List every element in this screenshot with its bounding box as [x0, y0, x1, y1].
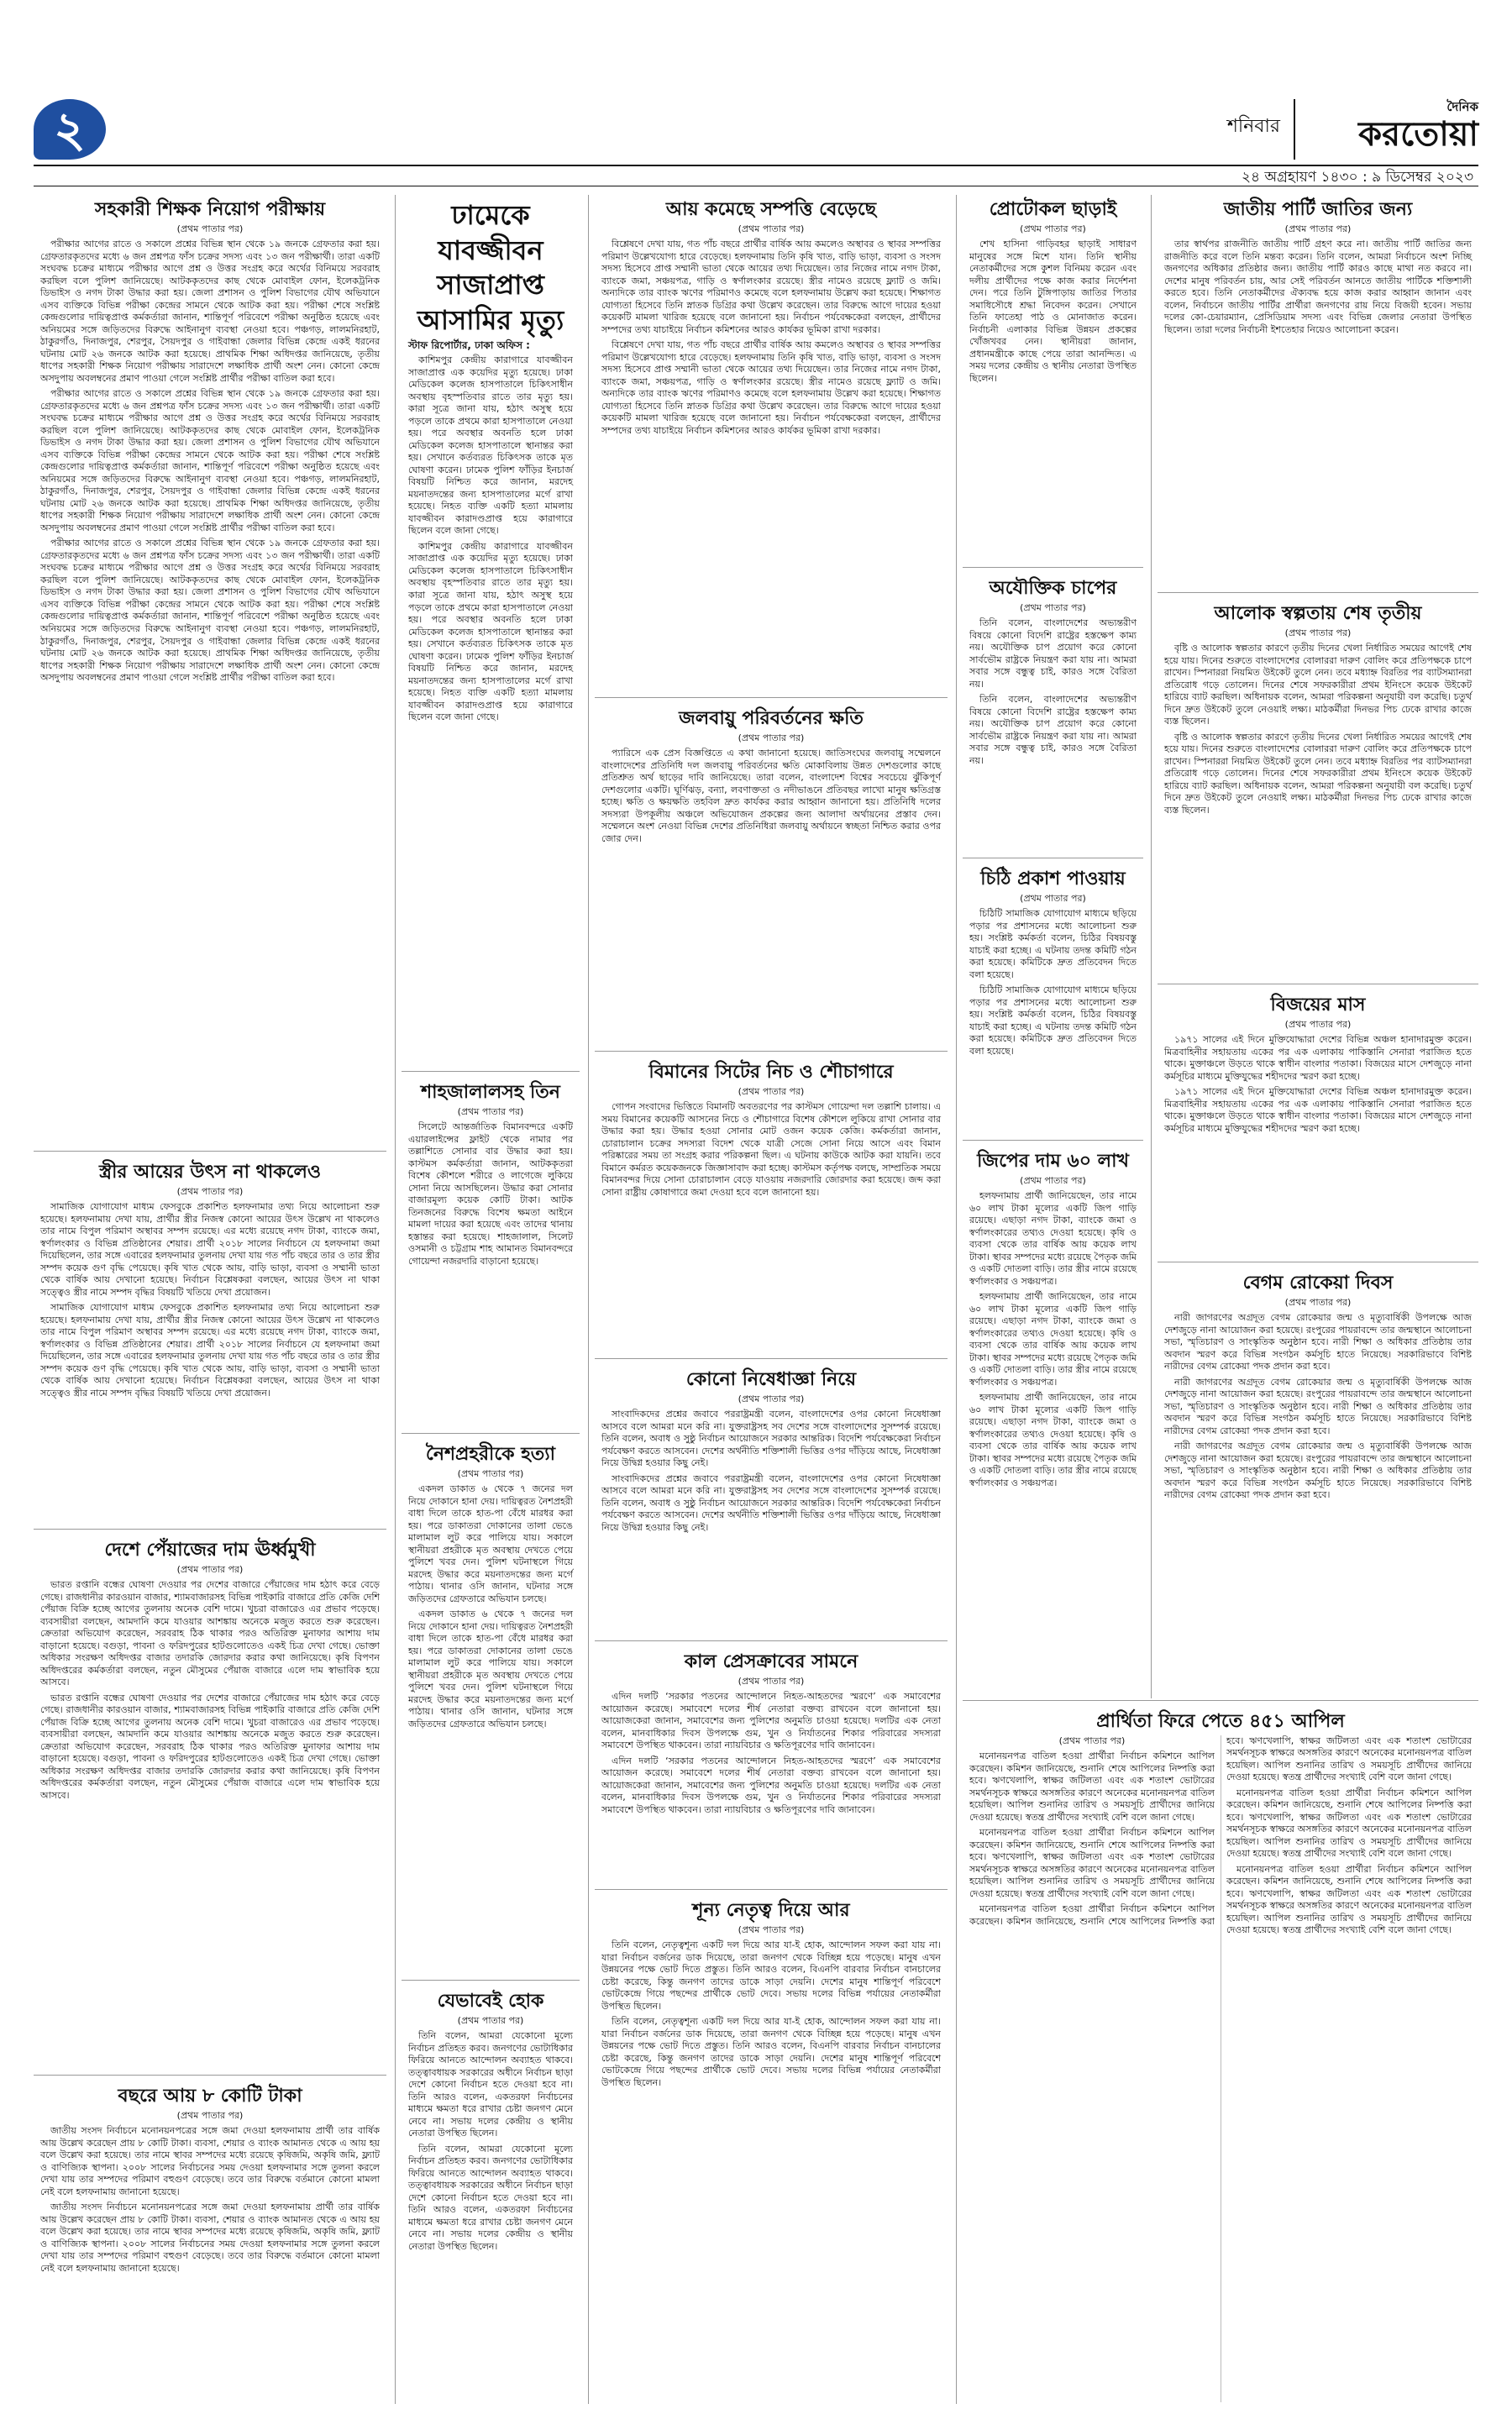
headline: চিঠি প্রকাশ পাওয়ায় — [980, 868, 1126, 890]
article-victory-month — [1158, 990, 1478, 1259]
continued-label: (প্রথম পাতার পর) — [1284, 223, 1352, 234]
article-body: শেখ হাসিনা গাড়িবহর ছাড়াই সাধারণ মানুষের সঙ্গে মিশে যান। তিনি স্থানীয় নেতাকর্মীদের সঙ্গে কুশল বিনিময় করেন এবং দলীয় প্রার্থীদের পক্ষে কাজ করার নির্দেশনা দেন। পরে তিনি টুঙ্গিপাড়ায় জাতির পিতার সমাধিসৌধে শ্রদ্ধা নিবেদন করেন। সেখানে তিনি ফাতেহা পাঠ ও মোনাজাত করেন। নির্বাচনী এলাকার বিভিন্ন উন্নয়ন প্রকল্পের খোঁজখবর নেন। স্থানীয়রা জানান, প্রধানমন্ত্রীকে কাছে পেয়ে তারা আনন্দিত। এ সময় দলের কেন্দ্রীয় ও স্থানীয় নেতারা উপস্থিত ছিলেন। — [969, 239, 1137, 384]
article-teacher-exam — [34, 195, 386, 1148]
headline: দেশে পেঁয়াজের দাম ঊর্ধ্বমুখী — [104, 1539, 316, 1561]
article-body: ভারত রপ্তানি বন্ধের ঘোষণা দেওয়ার পর দেশের বাজারে পেঁয়াজের দাম হঠাৎ করে বেড়ে গেছে। রাজধানীর কারওয়ান বাজার, শ্যামবাজারসহ বিভিন্ন পাইকারি বাজারে প্রতি কেজি দেশি পেঁয়াজ বিক্রি হচ্ছে আগের তুলনায় অনেক বেশি দামে। খুচরা বাজারেও এর প্রভাব পড়েছে। ব্যবসায়ীরা বলছেন, আমদানি কমে যাওয়ার আশঙ্কায় অনেকে মজুত করতে শুরু করেছেন। ক্রেতারা অভিযোগ করেছেন, সরবরাহ ঠিক থাকার পরও অতিরিক্ত মুনাফার আশায় দাম বাড়ানো হয়েছে। বগুড়া, পাবনা ও ফরিদপুরের হাটগুলোতেও একই চিত্র দেখা গেছে। ভোক্তা অধিকার সংরক্ষণ অধিদপ্তর বাজার তদারকি জোরদার করার কথা জানিয়েছে। কৃষি বিপণন অধিদপ্তরের কর্মকর্তারা বলছেন, নতুন মৌসুমের পেঁয়াজ বাজারে এলে দাম স্বাভাবিক হয়ে আসবে। ভারত রপ্তানি বন্ধের ঘোষণা দেওয়ার পর দেশের বাজারে পেঁয়াজের দাম হঠাৎ করে বেড়ে গেছে। রাজধানীর কারওয়ান বাজার, শ্যামবাজারসহ বিভিন্ন পাইকারি বাজারে প্রতি কেজি দেশি পেঁয়াজ বিক্রি হচ্ছে আগের তুলনায় অনেক বেশি দামে। খুচরা বাজারেও এর প্রভাব পড়েছে। ব্যবসায়ীরা বলছেন, আমদানি কমে যাওয়ার আশঙ্কায় অনেকে মজুত করতে শুরু করেছেন। ক্রেতারা অভিযোগ করেছেন, সরবরাহ ঠিক থাকার পরও অতিরিক্ত মুনাফার আশায় দাম বাড়ানো হয়েছে। বগুড়া, পাবনা ও ফরিদপুরের হাটগুলোতেও একই চিত্র দেখা গেছে। ভোক্তা অধিকার সংরক্ষণ অধিদপ্তর বাজার তদারকি জোরদার করার কথা জানিয়েছে। কৃষি বিপণন অধিদপ্তরের কর্মকর্তারা বলছেন, নতুন মৌসুমের পেঁয়াজ বাজারে এলে দাম স্বাভাবিক হয়ে আসবে। — [40, 1579, 380, 1801]
continued-label: (প্রথম পাতার পর) — [1284, 1296, 1352, 1308]
headline: আলোক স্বল্পতায় শেষ তৃতীয় — [1214, 602, 1422, 624]
article-body: কাশিমপুর কেন্দ্রীয় কারাগারে যাবজ্জীবন সাজাপ্রাপ্ত এক কয়েদির মৃত্যু হয়েছে। ঢাকা মেডিকেল কলেজ হাসপাতালে চিকিৎসাধীন অবস্থায় বৃহস্পতিবার রাতে তার মৃত্যু হয়। কারা সূত্রে জানা যায়, হঠাৎ অসুস্থ হয়ে পড়লে তাকে প্রথমে কারা হাসপাতালে নেওয়া হয়। পরে অবস্থার অবনতি হলে ঢাকা মেডিকেল কলেজ হাসপাতালে স্থানান্তর করা হয়। সেখানে কর্তব্যরত চিকিৎসক তাকে মৃত ঘোষণা করেন। ঢামেক পুলিশ ফাঁড়ির ইনচার্জ বিষয়টি নিশ্চিত করে জানান, মরদেহ ময়নাতদন্তের জন্য হাসপাতালের মর্গে রাখা হয়েছে। নিহত ব্যক্তি একটি হত্যা মামলায় যাবজ্জীবন কারাদণ্ডপ্রাপ্ত হয়ে কারাগারে ছিলেন বলে জানা গেছে। কাশিমপুর কেন্দ্রীয় কারাগারে যাবজ্জীবন সাজাপ্রাপ্ত এক কয়েদির মৃত্যু হয়েছে। ঢাকা মেডিকেল কলেজ হাসপাতালে চিকিৎসাধীন অবস্থায় বৃহস্পতিবার রাতে তার মৃত্যু হয়। কারা সূত্রে জানা যায়, হঠাৎ অসুস্থ হয়ে পড়লে তাকে প্রথমে কারা হাসপাতালে নেওয়া হয়। পরে অবস্থার অবনতি হলে ঢাকা মেডিকেল কলেজ হাসপাতালে স্থানান্তর করা হয়। সেখানে কর্তব্যরত চিকিৎসক তাকে মৃত ঘোষণা করেন। ঢামেক পুলিশ ফাঁড়ির ইনচার্জ বিষয়টি নিশ্চিত করে জানান, মরদেহ ময়নাতদন্তের জন্য হাসপাতালের মর্গে রাখা হয়েছে। নিহত ব্যক্তি একটি হত্যা মামলায় যাবজ্জীবন কারাদণ্ডপ্রাপ্ত হয়ে কারাগারে ছিলেন বলে জানা গেছে। — [408, 354, 573, 723]
continued-label: (প্রথম পাতার পর) — [1020, 601, 1086, 613]
headline: কোনো নিষেধাজ্ঞা নিয়ে — [685, 1368, 857, 1390]
divider — [595, 697, 948, 698]
article-body: বৃষ্টি ও আলোক স্বল্পতার কারণে তৃতীয় দিনের খেলা নির্ধারিত সময়ের আগেই শেষ হয়ে যায়। দিনের শুরুতে বাংলাদেশের বোলাররা দারুণ বোলিং করে প্রতিপক্ষকে চাপে রাখেন। স্পিনাররা নিয়মিত উইকেট তুলে নেন। তবে মধ্যাহ্ন বিরতির পর ব্যাটসম্যানরা প্রতিরোধ গড়ে তোলেন। দিনের শেষে সফরকারীরা প্রথম ইনিংসে কয়েক উইকেট হারিয়ে ব্যাট করছিল। অধিনায়ক বলেন, আমরা পরিকল্পনা অনুযায়ী বল করেছি। চতুর্থ দিনে দ্রুত উইকেট তুলে নেওয়াই লক্ষ্য। মাঠকর্মীরা দিনভর পিচ ঢেকে রাখার কাজে ব্যস্ত ছিলেন। বৃষ্টি ও আলোক স্বল্পতার কারণে তৃতীয় দিনের খেলা নির্ধারিত সময়ের আগেই শেষ হয়ে যায়। দিনের শুরুতে বাংলাদেশের বোলাররা দারুণ বোলিং করে প্রতিপক্ষকে চাপে রাখেন। স্পিনাররা নিয়মিত উইকেট তুলে নেন। তবে মধ্যাহ্ন বিরতির পর ব্যাটসম্যানরা প্রতিরোধ গড়ে তোলেন। দিনের শেষে সফরকারীরা প্রথম ইনিংসে কয়েক উইকেট হারিয়ে ব্যাট করছিল। অধিনায়ক বলেন, আমরা পরিকল্পনা অনুযায়ী বল করেছি। চতুর্থ দিনে দ্রুত উইকেট তুলে নেওয়াই লক্ষ্য। মাঠকর্মীরা দিনভর পিচ ঢেকে রাখার কাজে ব্যস্ত ছিলেন। — [1164, 643, 1472, 816]
article-test-cricket — [1158, 599, 1478, 981]
article-body: নারী জাগরণের অগ্রদূত বেগম রোকেয়ার জন্ম ও মৃত্যুবার্ষিকী উপলক্ষে আজ দেশজুড়ে নানা আয়োজন করা হয়েছে। রংপুরের পায়রাবন্দে তার জন্মস্থানে আলোচনা সভা, স্মৃতিচারণ ও সাংস্কৃতিক অনুষ্ঠান হবে। নারী শিক্ষা ও অধিকার প্রতিষ্ঠায় তার অবদান স্মরণ করে বিভিন্ন সংগঠন কর্মসূচি হাতে নিয়েছে। সরকারিভাবে বিশিষ্ট নারীদের বেগম রোকেয়া পদক প্রদান করা হবে। নারী জাগরণের অগ্রদূত বেগম রোকেয়ার জন্ম ও মৃত্যুবার্ষিকী উপলক্ষে আজ দেশজুড়ে নানা আয়োজন করা হয়েছে। রংপুরের পায়রাবন্দে তার জন্মস্থানে আলোচনা সভা, স্মৃতিচারণ ও সাংস্কৃতিক অনুষ্ঠান হবে। নারী শিক্ষা ও অধিকার প্রতিষ্ঠায় তার অবদান স্মরণ করে বিভিন্ন সংগঠন কর্মসূচি হাতে নিয়েছে। সরকারিভাবে বিশিষ্ট নারীদের বেগম রোকেয়া পদক প্রদান করা হবে। নারী জাগরণের অগ্রদূত বেগম রোকেয়ার জন্ম ও মৃত্যুবার্ষিকী উপলক্ষে আজ দেশজুড়ে নানা আয়োজন করা হয়েছে। রংপুরের পায়রাবন্দে তার জন্মস্থানে আলোচনা সভা, স্মৃতিচারণ ও সাংস্কৃতিক অনুষ্ঠান হবে। নারী শিক্ষা ও অধিকার প্রতিষ্ঠায় তার অবদান স্মরণ করে বিভিন্ন সংগঠন কর্মসূচি হাতে নিয়েছে। সরকারিভাবে বিশিষ্ট নারীদের বেগম রোকেয়া পদক প্রদান করা হবে। — [1164, 1312, 1472, 1501]
article-night-guard — [402, 1440, 580, 1977]
headline: জলবায়ু পরিবর্তনের ক্ষতি — [679, 707, 864, 729]
article-body: একদল ডাকাত ৬ থেকে ৭ জনের দল নিয়ে দোকানে হানা দেয়। দায়িত্বরত নৈশপ্রহরী বাধা দিলে তাকে হাত-পা বেঁধে মারধর করা হয়। পরে ডাকাতরা দোকানের তালা ভেঙে মালামাল লুট করে পালিয়ে যায়। সকালে স্থানীয়রা প্রহরীকে মৃত অবস্থায় দেখতে পেয়ে পুলিশে খবর দেন। পুলিশ ঘটনাস্থলে গিয়ে মরদেহ উদ্ধার করে ময়নাতদন্তের জন্য মর্গে পাঠায়। থানার ওসি জানান, ঘটনার সঙ্গে জড়িতদের গ্রেফতারে অভিযান চলছে। একদল ডাকাত ৬ থেকে ৭ জনের দল নিয়ে দোকানে হানা দেয়। দায়িত্বরত নৈশপ্রহরী বাধা দিলে তাকে হাত-পা বেঁধে মারধর করা হয়। পরে ডাকাতরা দোকানের তালা ভেঙে মালামাল লুট করে পালিয়ে যায়। সকালে স্থানীয়রা প্রহরীকে মৃত অবস্থায় দেখতে পেয়ে পুলিশে খবর দেন। পুলিশ ঘটনাস্থলে গিয়ে মরদেহ উদ্ধার করে ময়নাতদন্তের জন্য মর্গে পাঠায়। থানার ওসি জানান, ঘটনার সঙ্গে জড়িতদের গ্রেফতারে অভিযান চলছে। — [408, 1483, 573, 1729]
continued-label: (প্রথম পাতার পর) — [457, 2014, 524, 2026]
article-body: তিনি বলেন, নেতৃত্বশূন্য একটি দল দিয়ে আর যা-ই হোক, আন্দোলন সফল করা যায় না। যারা নির্বাচন বর্জনের ডাক দিয়েছে, তারা জনগণ থেকে বিচ্ছিন্ন হয়ে পড়েছে। মানুষ এখন উন্নয়নের পক্ষে ভোট দিতে প্রস্তুত। তিনি আরও বলেন, বিএনপি বারবার নির্বাচন বানচালের চেষ্টা করেছে, কিন্তু জনগণ তাদের ডাকে সাড়া দেয়নি। দেশের মানুষ শান্তিপূর্ণ পরিবেশে ভোটকেন্দ্রে গিয়ে পছন্দের প্রার্থীকে ভোট দেবে। সভায় দলের বিভিন্ন পর্যায়ের নেতাকর্মীরা উপস্থিত ছিলেন। তিনি বলেন, নেতৃত্বশূন্য একটি দল দিয়ে আর যা-ই হোক, আন্দোলন সফল করা যায় না। যারা নির্বাচন বর্জনের ডাক দিয়েছে, তারা জনগণ থেকে বিচ্ছিন্ন হয়ে পড়েছে। মানুষ এখন উন্নয়নের পক্ষে ভোট দিতে প্রস্তুত। তিনি আরও বলেন, বিএনপি বারবার নির্বাচন বানচালের চেষ্টা করেছে, কিন্তু জনগণ তাদের ডাকে সাড়া দেয়নি। দেশের মানুষ শান্তিপূর্ণ পরিবেশে ভোটকেন্দ্রে গিয়ে পছন্দের প্রার্থীকে ভোট দেবে। সভায় দলের বিভিন্ন পর্যায়ের নেতাকর্মীরা উপস্থিত ছিলেন। — [601, 1939, 941, 2088]
article-no-ban — [595, 1365, 948, 1638]
article-unreasonable-pressure — [963, 574, 1143, 855]
article-begum-rokeya — [1158, 1268, 1478, 1697]
divider — [595, 1640, 948, 1641]
logo-prefix: দৈনিক — [1446, 99, 1478, 114]
headline: বিমানের সিটের নিচ ও শৌচাগারে — [648, 1061, 894, 1083]
headline: ঢামেকে যাবজ্জীবন সাজাপ্রাপ্ত আসামির মৃত্যু — [417, 199, 564, 336]
continued-label: (প্রথম পাতার পর) — [738, 1924, 805, 1935]
article-body: সিলেটে আন্তর্জাতিক বিমানবন্দরে একটি এয়ারলাইন্সের ফ্লাইট থেকে নামার পর তল্লাশিতে সোনার বার উদ্ধার করা হয়। কাস্টমস কর্মকর্তারা জানান, আটককৃতরা বিশেষ কৌশলে শরীরে ও লাগেজে লুকিয়ে সোনা নিয়ে আসছিলেন। উদ্ধার করা সোনার বাজারমূল্য কয়েক কোটি টাকা। আটক তিনজনের বিরুদ্ধে বিশেষ ক্ষমতা আইনে মামলা দায়ের করা হয়েছে এবং তাদের থানায় হস্তান্তর করা হয়েছে। শাহজালাল, সিলেট ওসমানী ও চট্টগ্রাম শাহ আমানত বিমানবন্দরে গোয়েন্দা নজরদারি বাড়ানো হয়েছে। — [408, 1121, 573, 1267]
headline: শাহজালালসহ তিন — [421, 1081, 560, 1103]
divider — [595, 1358, 948, 1359]
continued-label: (প্রথম পাতার পর) — [1058, 1735, 1126, 1746]
continued-label: (প্রথম পাতার পর) — [176, 2109, 244, 2121]
article-eight-crore — [34, 2081, 386, 2401]
headline: জিপের দাম ৬০ লাখ — [977, 1150, 1129, 1172]
column-rule — [956, 195, 957, 2404]
continued-label: (প্রথম পাতার পর) — [1020, 1174, 1086, 1186]
divider — [595, 1889, 948, 1890]
divider — [963, 1140, 1143, 1141]
article-pressclub — [595, 1647, 948, 1887]
article-body: জাতীয় সংসদ নির্বাচনে মনোনয়নপত্রের সঙ্গে জমা দেওয়া হলফনামায় প্রার্থী তার বার্ষিক আয় উল্লেখ করেছেন প্রায় ৮ কোটি টাকা। ব্যবসা, শেয়ার ও ব্যাংক আমানত থেকে এ আয় হয় বলে উল্লেখ করা হয়েছে। তার নামে স্থাবর সম্পদের মধ্যে রয়েছে কৃষিজমি, অকৃষি জমি, ফ্ল্যাট ও বাণিজ্যিক স্থাপনা। ২০০৮ সালের নির্বাচনের সময় দেওয়া হলফনামার সঙ্গে তুলনা করলে দেখা যায় তার সম্পদের পরিমাণ বহুগুণ বেড়েছে। তবে তার বিরুদ্ধে বর্তমানে কোনো মামলা নেই বলে হলফনামায় জানানো হয়েছে। জাতীয় সংসদ নির্বাচনে মনোনয়নপত্রের সঙ্গে জমা দেওয়া হলফনামায় প্রার্থী তার বার্ষিক আয় উল্লেখ করেছেন প্রায় ৮ কোটি টাকা। ব্যবসা, শেয়ার ও ব্যাংক আমানত থেকে এ আয় হয় বলে উল্লেখ করা হয়েছে। তার নামে স্থাবর সম্পদের মধ্যে রয়েছে কৃষিজমি, অকৃষি জমি, ফ্ল্যাট ও বাণিজ্যিক স্থাপনা। ২০০৮ সালের নির্বাচনের সময় দেওয়া হলফনামার সঙ্গে তুলনা করলে দেখা যায় তার সম্পদের পরিমাণ বহুগুণ বেড়েছে। তবে তার বিরুদ্ধে বর্তমানে কোনো মামলা নেই বলে হলফনামায় জানানো হয়েছে। — [40, 2125, 380, 2274]
article-body: হলফনামায় প্রার্থী জানিয়েছেন, তার নামে ৬০ লাখ টাকা মূল্যের একটি জিপ গাড়ি রয়েছে। এছাড়া নগদ টাকা, ব্যাংকে জমা ও স্বর্ণালংকারের তথ্যও দেওয়া হয়েছে। কৃষি ও ব্যবসা থেকে তার বার্ষিক আয় কয়েক লাখ টাকা। স্থাবর সম্পদের মধ্যে রয়েছে পৈতৃক জমি ও একটি দোতলা বাড়ি। তার স্ত্রীর নামে রয়েছে স্বর্ণালংকার ও সঞ্চয়পত্র। হলফনামায় প্রার্থী জানিয়েছেন, তার নামে ৬০ লাখ টাকা মূল্যের একটি জিপ গাড়ি রয়েছে। এছাড়া নগদ টাকা, ব্যাংকে জমা ও স্বর্ণালংকারের তথ্যও দেওয়া হয়েছে। কৃষি ও ব্যবসা থেকে তার বার্ষিক আয় কয়েক লাখ টাকা। স্থাবর সম্পদের মধ্যে রয়েছে পৈতৃক জমি ও একটি দোতলা বাড়ি। তার স্ত্রীর নামে রয়েছে স্বর্ণালংকার ও সঞ্চয়পত্র। হলফনামায় প্রার্থী জানিয়েছেন, তার নামে ৬০ লাখ টাকা মূল্যের একটি জিপ গাড়ি রয়েছে। এছাড়া নগদ টাকা, ব্যাংকে জমা ও স্বর্ণালংকারের তথ্যও দেওয়া হয়েছে। কৃষি ও ব্যবসা থেকে তার বার্ষিক আয় কয়েক লাখ টাকা। স্থাবর সম্পদের মধ্যে রয়েছে পৈতৃক জমি ও একটি দোতলা বাড়ি। তার স্ত্রীর নামে রয়েছে স্বর্ণালংকার ও সঞ্চয়পত্র। — [969, 1190, 1137, 1488]
continued-label: (প্রথম পাতার পর) — [1284, 627, 1352, 638]
continued-label: (প্রথম পাতার পর) — [738, 732, 805, 743]
article-jatiya-party — [1158, 195, 1478, 590]
article-climate — [595, 704, 948, 1048]
headline: বিজয়ের মাস — [1270, 994, 1366, 1016]
headline: স্ত্রীর আয়ের উৎস না থাকলেও — [98, 1161, 322, 1183]
article-protocol — [963, 195, 1143, 564]
article-body: প্যারিসে এক প্রেস বিজ্ঞপ্তিতে এ কথা জানানো হয়েছে। জাতিসংঘের জলবায়ু সম্মেলনে বাংলাদেশের প্রতিনিধি দল জলবায়ু পরিবর্তনের ক্ষতি মোকাবিলায় উন্নত দেশগুলোর কাছে প্রতিশ্রুত অর্থ ছাড়ের দাবি জানিয়েছে। তারা বলেন, বাংলাদেশ বিশ্বের সবচেয়ে ঝুঁকিপূর্ণ দেশগুলোর একটি। ঘূর্ণিঝড়, বন্যা, লবণাক্ততা ও নদীভাঙনে প্রতিবছর লাখো মানুষ ক্ষতিগ্রস্ত হচ্ছে। ক্ষতি ও ক্ষয়ক্ষতি তহবিল দ্রুত কার্যকর করার আহ্বান জানানো হয়। প্রতিনিধি দলের সদস্যরা উপকূলীয় অঞ্চলে অভিযোজন প্রকল্পের জন্য আলাদা অর্থায়নের প্রস্তাব দেন। সম্মেলনে অংশ নেওয়া বিভিন্ন দেশের প্রতিনিধিরা জলবায়ু অর্থায়নে স্বচ্ছতা নিশ্চিত করার ওপর জোর দেন। — [601, 748, 941, 844]
newspaper-logo — [1294, 99, 1478, 160]
divider — [34, 1529, 386, 1530]
continued-label: (প্রথম পাতার পর) — [457, 1105, 524, 1117]
article-onion-price — [34, 1535, 386, 2073]
article-body: সাংবাদিকদের প্রশ্নের জবাবে পররাষ্ট্রমন্ত্রী বলেন, বাংলাদেশের ওপর কোনো নিষেধাজ্ঞা আসবে বলে আমরা মনে করি না। যুক্তরাষ্ট্রসহ সব দেশের সঙ্গে বাংলাদেশের সুসম্পর্ক রয়েছে। তিনি বলেন, অবাধ ও সুষ্ঠু নির্বাচন আয়োজনে সরকার আন্তরিক। বিদেশি পর্যবেক্ষকেরা নির্বাচন পর্যবেক্ষণ করতে আসবেন। দেশের অর্থনীতি শক্তিশালী ভিত্তির ওপর দাঁড়িয়ে আছে, নিষেধাজ্ঞা নিয়ে উদ্বিগ্ন হওয়ার কিছু নেই। সাংবাদিকদের প্রশ্নের জবাবে পররাষ্ট্রমন্ত্রী বলেন, বাংলাদেশের ওপর কোনো নিষেধাজ্ঞা আসবে বলে আমরা মনে করি না। যুক্তরাষ্ট্রসহ সব দেশের সঙ্গে বাংলাদেশের সুসম্পর্ক রয়েছে। তিনি বলেন, অবাধ ও সুষ্ঠু নির্বাচন আয়োজনে সরকার আন্তরিক। বিদেশি পর্যবেক্ষকেরা নির্বাচন পর্যবেক্ষণ করতে আসবেন। দেশের অর্থনীতি শক্তিশালী ভিত্তির ওপর দাঁড়িয়ে আছে, নিষেধাজ্ঞা নিয়ে উদ্বিগ্ন হওয়ার কিছু নেই। — [601, 1409, 941, 1533]
continued-label: (প্রথম পাতার পর) — [738, 1085, 805, 1097]
masthead — [34, 99, 1478, 160]
byline: স্টাফ রিপোর্টার, ঢাকা অফিস : — [408, 339, 530, 352]
headline: বেগম রোকেয়া দিবস — [1242, 1272, 1394, 1294]
article-letter — [963, 864, 1143, 1137]
divider — [34, 1151, 386, 1152]
article-appeals — [963, 1707, 1478, 2402]
headline: আয় কমেছে সম্পত্তি বেড়েছে — [665, 198, 877, 220]
continued-label: (প্রথম পাতার পর) — [738, 1675, 805, 1687]
column-rule — [588, 195, 589, 2404]
divider — [402, 1433, 580, 1434]
article-body: তিনি বলেন, বাংলাদেশের অভ্যন্তরীণ বিষয়ে কোনো বিদেশি রাষ্ট্রের হস্তক্ষেপ কাম্য নয়। অযৌক্তিক চাপ প্রয়োগ করে কোনো সার্বভৌম রাষ্ট্রকে নিয়ন্ত্রণ করা যায় না। আমরা সবার সঙ্গে বন্ধুত্ব চাই, কারও সঙ্গে বৈরিতা নয়। তিনি বলেন, বাংলাদেশের অভ্যন্তরীণ বিষয়ে কোনো বিদেশি রাষ্ট্রের হস্তক্ষেপ কাম্য নয়। অযৌক্তিক চাপ প্রয়োগ করে কোনো সার্বভৌম রাষ্ট্রকে নিয়ন্ত্রণ করা যায় না। আমরা সবার সঙ্গে বন্ধুত্ব চাই, কারও সঙ্গে বৈরিতা নয়। — [969, 617, 1137, 766]
column-rule — [1151, 195, 1152, 1698]
continued-label: (প্রথম পাতার পর) — [176, 1563, 244, 1575]
headline: বছরে আয় ৮ কোটি টাকা — [118, 2085, 302, 2107]
article-body: এদিন দলটি ‘সরকার পতনের আন্দোলনে নিহত-আহতদের স্মরণে’ এক সমাবেশের আয়োজন করেছে। সমাবেশে দলের শীর্ষ নেতারা বক্তব্য রাখবেন বলে জানানো হয়। আয়োজকেরা জানান, সমাবেশের জন্য পুলিশের অনুমতি চাওয়া হয়েছে। দলটির এক নেতা বলেন, মানবাধিকার দিবস উপলক্ষে গুম, খুন ও নির্যাতনের শিকার পরিবারের সদস্যরা সমাবেশে উপস্থিত থাকবেন। তারা ন্যায়বিচার ও ক্ষতিপূরণের দাবি জানাবেন। এদিন দলটি ‘সরকার পতনের আন্দোলনে নিহত-আহতদের স্মরণে’ এক সমাবেশের আয়োজন করেছে। সমাবেশে দলের শীর্ষ নেতারা বক্তব্য রাখবেন বলে জানানো হয়। আয়োজকেরা জানান, সমাবেশের জন্য পুলিশের অনুমতি চাওয়া হয়েছে। দলটির এক নেতা বলেন, মানবাধিকার দিবস উপলক্ষে গুম, খুন ও নির্যাতনের শিকার পরিবারের সদস্যরা সমাবেশে উপস্থিত থাকবেন। তারা ন্যায়বিচার ও ক্ষতিপূরণের দাবি জানাবেন। — [601, 1691, 941, 1815]
continued-label: (প্রথম পাতার পর) — [1284, 1018, 1352, 1030]
divider — [34, 2075, 386, 2076]
headline: অযৌক্তিক চাপের — [989, 577, 1117, 599]
continued-label: (প্রথম পাতার পর) — [176, 1185, 244, 1197]
divider — [595, 1051, 948, 1052]
article-jeep — [963, 1147, 1143, 1684]
headline: প্রোটোকল ছাড়াই — [989, 198, 1117, 220]
headline: সহকারী শিক্ষক নিয়োগ পরীক্ষায় — [94, 198, 326, 220]
divider — [963, 1700, 1478, 1701]
article-body: (প্রথম পাতার পর) মনোনয়নপত্র বাতিল হওয়া প্রার্থীরা নির্বাচন কমিশনে আপিল করেছেন। কমিশন জানিয়েছে, শুনানি শেষে আপিলের নিষ্পত্তি করা হবে। ঋণখেলাপি, স্বাক্ষর জটিলতা এবং এক শতাংশ ভোটারের সমর্থনসূচক স্বাক্ষরে অসঙ্গতির কারণে অনেকের মনোনয়নপত্র বাতিল হয়েছিল। আপিল শুনানির তারিখ ও সময়সূচি প্রার্থীদের জানিয়ে দেওয়া হয়েছে। স্বতন্ত্র প্রার্থীদের সংখ্যাই বেশি বলে জানা গেছে। মনোনয়নপত্র বাতিল হওয়া প্রার্থীরা নির্বাচন কমিশনে আপিল করেছেন। কমিশন জানিয়েছে, শুনানি শেষে আপিলের নিষ্পত্তি করা হবে। ঋণখেলাপি, স্বাক্ষর জটিলতা এবং এক শতাংশ ভোটারের সমর্থনসূচক স্বাক্ষরে অসঙ্গতির কারণে অনেকের মনোনয়নপত্র বাতিল হয়েছিল। আপিল শুনানির তারিখ ও সময়সূচি প্রার্থীদের জানিয়ে দেওয়া হয়েছে। স্বতন্ত্র প্রার্থীদের সংখ্যাই বেশি বলে জানা গেছে। মনোনয়নপত্র বাতিল হওয়া প্রার্থীরা নির্বাচন কমিশনে আপিল করেছেন। কমিশন জানিয়েছে, শুনানি শেষে আপিলের নিষ্পত্তি করা হবে। ঋণখেলাপি, স্বাক্ষর জটিলতা এবং এক শতাংশ ভোটারের সমর্থনসূচক স্বাক্ষরে অসঙ্গতির কারণে অনেকের মনোনয়নপত্র বাতিল হয়েছিল। আপিল শুনানির তারিখ ও সময়সূচি প্রার্থীদের জানিয়ে দেওয়া হয়েছে। স্বতন্ত্র প্রার্থীদের সংখ্যাই বেশি বলে জানা গেছে। মনোনয়নপত্র বাতিল হওয়া প্রার্থীরা নির্বাচন কমিশনে আপিল করেছেন। কমিশন জানিয়েছে, শুনানি শেষে আপিলের নিষ্পত্তি করা হবে। ঋণখেলাপি, স্বাক্ষর জটিলতা এবং এক শতাংশ ভোটারের সমর্থনসূচক স্বাক্ষরে অসঙ্গতির কারণে অনেকের মনোনয়নপত্র বাতিল হয়েছিল। আপিল শুনানির তারিখ ও সময়সূচি প্রার্থীদের জানিয়ে দেওয়া হয়েছে। স্বতন্ত্র প্রার্থীদের সংখ্যাই বেশি বলে জানা গেছে। মনোনয়নপত্র বাতিল হওয়া প্রার্থীরা নির্বাচন কমিশনে আপিল করেছেন। কমিশন জানিয়েছে, শুনানি শেষে আপিলের নিষ্পত্তি করা হবে। ঋণখেলাপি, স্বাক্ষর জটিলতা এবং এক শতাংশ ভোটারের সমর্থনসূচক স্বাক্ষরে অসঙ্গতির কারণে অনেকের মনোনয়নপত্র বাতিল হয়েছিল। আপিল শুনানির তারিখ ও সময়সূচি প্রার্থীদের জানিয়ে দেওয়া হয়েছে। স্বতন্ত্র প্রার্থীদের সংখ্যাই বেশি বলে জানা গেছে। — [969, 1735, 1472, 1936]
article-body: গোপন সংবাদের ভিত্তিতে বিমানটি অবতরণের পর কাস্টমস গোয়েন্দা দল তল্লাশি চালায়। এ সময় বিমানের কয়েকটি আসনের নিচে ও শৌচাগারে বিশেষ কৌশলে লুকিয়ে রাখা সোনার বার উদ্ধার করা হয়। উদ্ধার হওয়া সোনার মোট ওজন কয়েক কেজি। কর্মকর্তারা জানান, চোরাচালান চক্রের সদস্যরা বিদেশ থেকে যাত্রী সেজে সোনা নিয়ে আসে এবং বিমান পরিষ্কারের সময় তা সংগ্রহ করার পরিকল্পনা ছিল। এ ঘটনায় কাউকে আটক করা যায়নি। তবে বিমানে কর্মরত কয়েকজনকে জিজ্ঞাসাবাদ করা হচ্ছে। কাস্টমস কর্তৃপক্ষ বলছে, সাম্প্রতিক সময়ে বিমানবন্দর দিয়ে সোনা চোরাচালান বেড়ে যাওয়ায় নজরদারি জোরদার করা হয়েছে। জব্দ করা সোনা রাষ্ট্রীয় কোষাগারে জমা দেওয়া হবে বলে জানানো হয়। — [601, 1101, 941, 1198]
page-number: ২ — [34, 99, 106, 160]
divider — [1158, 592, 1478, 593]
article-body: সামাজিক যোগাযোগ মাধ্যম ফেসবুকে প্রকাশিত হলফনামার তথ্য নিয়ে আলোচনা শুরু হয়েছে। হলফনামায় দেখা যায়, প্রার্থীর স্ত্রীর নিজস্ব কোনো আয়ের উৎস উল্লেখ না থাকলেও তার নামে বিপুল পরিমাণ অস্থাবর সম্পদ রয়েছে। এর মধ্যে রয়েছে নগদ টাকা, ব্যাংকে জমা, স্বর্ণালংকার ও বিভিন্ন প্রতিষ্ঠানের শেয়ার। প্রার্থী ২০১৮ সালের নির্বাচনে যে হলফনামা জমা দিয়েছিলেন, তার সঙ্গে এবারের হলফনামার তুলনায় দেখা যায় গত পাঁচ বছরে তার ও তার স্ত্রীর সম্পদ কয়েক গুণ বৃদ্ধি পেয়েছে। কৃষি খাত থেকে আয়, বাড়ি ভাড়া, ব্যবসা ও সম্মানী ভাতা থেকে বার্ষিক আয় দেখানো হয়েছে। নির্বাচন বিশ্লেষকরা বলছেন, আয়ের উৎস না থাকা সত্ত্বেও স্ত্রীর নামে সম্পদ বৃদ্ধির বিষয়টি খতিয়ে দেখা প্রয়োজন। সামাজিক যোগাযোগ মাধ্যম ফেসবুকে প্রকাশিত হলফনামার তথ্য নিয়ে আলোচনা শুরু হয়েছে। হলফনামায় দেখা যায়, প্রার্থীর স্ত্রীর নিজস্ব কোনো আয়ের উৎস উল্লেখ না থাকলেও তার নামে বিপুল পরিমাণ অস্থাবর সম্পদ রয়েছে। এর মধ্যে রয়েছে নগদ টাকা, ব্যাংকে জমা, স্বর্ণালংকার ও বিভিন্ন প্রতিষ্ঠানের শেয়ার। প্রার্থী ২০১৮ সালের নির্বাচনে যে হলফনামা জমা দিয়েছিলেন, তার সঙ্গে এবারের হলফনামার তুলনায় দেখা যায় গত পাঁচ বছরে তার ও তার স্ত্রীর সম্পদ কয়েক গুণ বৃদ্ধি পেয়েছে। কৃষি খাত থেকে আয়, বাড়ি ভাড়া, ব্যবসা ও সম্মানী ভাতা থেকে বার্ষিক আয় দেখানো হয়েছে। নির্বাচন বিশ্লেষকরা বলছেন, আয়ের উৎস না থাকা সত্ত্বেও স্ত্রীর নামে সম্পদ বৃদ্ধির বিষয়টি খতিয়ে দেখা প্রয়োজন। — [40, 1201, 380, 1399]
article-dmch-death — [402, 195, 580, 1068]
divider — [402, 1071, 580, 1072]
headline: নৈশপ্রহরীকে হত্যা — [425, 1443, 556, 1465]
article-wife-income — [34, 1157, 386, 1527]
continued-label: (প্রথম পাতার পর) — [1020, 223, 1086, 234]
column-rule — [395, 195, 396, 2404]
headline: জাতীয় পার্টি জাতির জন্য — [1223, 198, 1413, 220]
continued-label: (প্রথম পাতার পর) — [457, 1467, 524, 1479]
article-body: তার স্বার্থপর রাজনীতি জাতীয় পার্টি গ্রহণ করে না। জাতীয় পার্টি জাতির জন্য রাজনীতি করে বলে তিনি মন্তব্য করেন। তিনি বলেন, আমরা নির্বাচনে অংশ নিচ্ছি জনগণের অধিকার প্রতিষ্ঠার জন্য। জাতীয় পার্টি কারও কাছে মাথা নত করবে না। দেশের মানুষ পরিবর্তন চায়, আর সেই পরিবর্তন আনতে জাতীয় পার্টিকে শক্তিশালী করতে হবে। তিনি নেতাকর্মীদের ঐক্যবদ্ধ হয়ে কাজ করার আহ্বান জানান এবং বলেন, নির্বাচনে জাতীয় পার্টির প্রার্থীরা জনগণের রায় নিয়ে বিজয়ী হবেন। সভায় দলের কো-চেয়ারম্যান, প্রেসিডিয়াম সদস্য এবং বিভিন্ন জেলার নেতারা উপস্থিত ছিলেন। তারা দলের নির্বাচনী ইশতেহার নিয়েও আলোচনা করেন। — [1164, 239, 1472, 335]
article-shahjalal — [402, 1078, 580, 1430]
headline: যেভাবেই হোক — [437, 1990, 544, 2012]
article-body: তিনি বলেন, আমরা যেকোনো মূল্যে নির্বাচন প্রতিহত করব। জনগণের ভোটাধিকার ফিরিয়ে আনতে আন্দোলন অব্যাহত থাকবে। তত্ত্বাবধায়ক সরকারের অধীনে নির্বাচন ছাড়া দেশে কোনো নির্বাচন হতে দেওয়া হবে না। তিনি আরও বলেন, একতরফা নির্বাচনের মাধ্যমে ক্ষমতা ধরে রাখার চেষ্টা জনগণ মেনে নেবে না। সভায় দলের কেন্দ্রীয় ও স্থানীয় নেতারা উপস্থিত ছিলেন। তিনি বলেন, আমরা যেকোনো মূল্যে নির্বাচন প্রতিহত করব। জনগণের ভোটাধিকার ফিরিয়ে আনতে আন্দোলন অব্যাহত থাকবে। তত্ত্বাবধায়ক সরকারের অধীনে নির্বাচন ছাড়া দেশে কোনো নির্বাচন হতে দেওয়া হবে না। তিনি আরও বলেন, একতরফা নির্বাচনের মাধ্যমে ক্ষমতা ধরে রাখার চেষ্টা জনগণ মেনে নেবে না। সভায় দলের কেন্দ্রীয় ও স্থানীয় নেতারা উপস্থিত ছিলেন। — [408, 2030, 573, 2252]
continued-label: (প্রথম পাতার পর) — [738, 223, 805, 234]
article-body: বিশ্লেষণে দেখা যায়, গত পাঁচ বছরে প্রার্থীর বার্ষিক আয় কমলেও অস্থাবর ও স্থাবর সম্পত্তির পরিমাণ উল্লেখযোগ্য হারে বেড়েছে। হলফনামায় তিনি কৃষি খাত, বাড়ি ভাড়া, ব্যবসা ও সংসদ সদস্য হিসেবে প্রাপ্ত সম্মানী ভাতা থেকে আয়ের তথ্য দিয়েছেন। তার নিজের নামে নগদ টাকা, ব্যাংকে জমা, সঞ্চয়পত্র, গাড়ি ও স্বর্ণালংকার রয়েছে। স্ত্রীর নামেও রয়েছে ফ্ল্যাট ও জমি। অন্যদিকে তার ব্যাংক ঋণের পরিমাণও কমেছে বলে হলফনামায় উল্লেখ করা হয়েছে। শিক্ষাগত যোগ্যতা হিসেবে তিনি স্নাতক ডিগ্রির কথা উল্লেখ করেছেন। তার বিরুদ্ধে আগে দায়ের হওয়া কয়েকটি মামলা খারিজ হয়েছে বলে জানানো হয়। নির্বাচন পর্যবেক্ষকেরা বলছেন, প্রার্থীদের সম্পদের তথ্য যাচাইয়ে নির্বাচন কমিশনের আরও কার্যকর ভূমিকা রাখা দরকার। বিশ্লেষণে দেখা যায়, গত পাঁচ বছরে প্রার্থীর বার্ষিক আয় কমলেও অস্থাবর ও স্থাবর সম্পত্তির পরিমাণ উল্লেখযোগ্য হারে বেড়েছে। হলফনামায় তিনি কৃষি খাত, বাড়ি ভাড়া, ব্যবসা ও সংসদ সদস্য হিসেবে প্রাপ্ত সম্মানী ভাতা থেকে আয়ের তথ্য দিয়েছেন। তার নিজের নামে নগদ টাকা, ব্যাংকে জমা, সঞ্চয়পত্র, গাড়ি ও স্বর্ণালংকার রয়েছে। স্ত্রীর নামেও রয়েছে ফ্ল্যাট ও জমি। অন্যদিকে তার ব্যাংক ঋণের পরিমাণও কমেছে বলে হলফনামায় উল্লেখ করা হয়েছে। শিক্ষাগত যোগ্যতা হিসেবে তিনি স্নাতক ডিগ্রির কথা উল্লেখ করেছেন। তার বিরুদ্ধে আগে দায়ের হওয়া কয়েকটি মামলা খারিজ হয়েছে বলে জানানো হয়। নির্বাচন পর্যবেক্ষকেরা বলছেন, প্রার্থীদের সম্পদের তথ্য যাচাইয়ে নির্বাচন কমিশনের আরও কার্যকর ভূমিকা রাখা দরকার। — [601, 239, 941, 436]
headline: কাল প্রেসক্রাবের সামনে — [684, 1651, 858, 1672]
date-line: ২৪ অগ্রহায়ণ ১৪৩০ : ৯ ডিসেম্বর ২০২৩ — [34, 165, 1478, 186]
divider — [402, 1980, 580, 1981]
article-body: চিঠিটি সামাজিক যোগাযোগ মাধ্যমে ছড়িয়ে পড়ার পর প্রশাসনের মধ্যে আলোচনা শুরু হয়। সংশ্লিষ্ট কর্মকর্তা বলেন, চিঠির বিষয়বস্তু যাচাই করা হচ্ছে। এ ঘটনায় তদন্ত কমিটি গঠন করা হয়েছে। কমিটিকে দ্রুত প্রতিবেদন দিতে বলা হয়েছে। চিঠিটি সামাজিক যোগাযোগ মাধ্যমে ছড়িয়ে পড়ার পর প্রশাসনের মধ্যে আলোচনা শুরু হয়। সংশ্লিষ্ট কর্মকর্তা বলেন, চিঠির বিষয়বস্তু যাচাই করা হচ্ছে। এ ঘটনায় তদন্ত কমিটি গঠন করা হয়েছে। কমিটিকে দ্রুত প্রতিবেদন দিতে বলা হয়েছে। — [969, 908, 1137, 1057]
article-body: পরীক্ষার আগের রাতে ও সকালে প্রশ্নের বিভিন্ন স্থান থেকে ১৯ জনকে গ্রেফতার করা হয়। গ্রেফতারকৃতদের মধ্যে ৬ জন প্রশ্নপত্র ফাঁস চক্রের সদস্য এবং ১৩ জন পরীক্ষার্থী। তারা একটি সংঘবদ্ধ চক্রের মাধ্যমে পরীক্ষার আগে প্রশ্ন ও উত্তর সংগ্রহ করে অর্থের বিনিময়ে সরবরাহ করছিল বলে পুলিশ জানিয়েছে। আটককৃতদের কাছ থেকে মোবাইল ফোন, ইলেকট্রনিক ডিভাইস ও নগদ টাকা উদ্ধার করা হয়। জেলা প্রশাসন ও পুলিশ বিভাগের যৌথ অভিযানে এসব ব্যক্তিকে বিভিন্ন পরীক্ষা কেন্দ্রের সামনে থেকে আটক করা হয়। পরীক্ষা শেষে সংশ্লিষ্ট কেন্দ্রগুলোর দায়িত্বপ্রাপ্ত কর্মকর্তারা জানান, শান্তিপূর্ণ পরিবেশে পরীক্ষা অনুষ্ঠিত হয়েছে এবং অনিয়মের সঙ্গে জড়িতদের বিরুদ্ধে আইনানুগ ব্যবস্থা নেওয়া হবে। পঞ্চগড়, লালমনিরহাট, ঠাকুরগাঁও, দিনাজপুর, শেরপুর, সৈয়দপুর ও গাইবান্ধা জেলার বিভিন্ন কেন্দ্রে একই ধরনের ঘটনায় মোট ২৬ জনকে আটক করা হয়েছে। প্রাথমিক শিক্ষা অধিদপ্তর জানিয়েছে, তৃতীয় ধাপের সহকারী শিক্ষক নিয়োগ পরীক্ষায় সারাদেশে লক্ষাধিক প্রার্থী অংশ নেন। কোনো কেন্দ্রে অসদুপায় অবলম্বনের প্রমাণ পাওয়া গেলে সংশ্লিষ্ট প্রার্থীর পরীক্ষা বাতিল করা হবে। পরীক্ষার আগের রাতে ও সকালে প্রশ্নের বিভিন্ন স্থান থেকে ১৯ জনকে গ্রেফতার করা হয়। গ্রেফতারকৃতদের মধ্যে ৬ জন প্রশ্নপত্র ফাঁস চক্রের সদস্য এবং ১৩ জন পরীক্ষার্থী। তারা একটি সংঘবদ্ধ চক্রের মাধ্যমে পরীক্ষার আগে প্রশ্ন ও উত্তর সংগ্রহ করে অর্থের বিনিময়ে সরবরাহ করছিল বলে পুলিশ জানিয়েছে। আটককৃতদের কাছ থেকে মোবাইল ফোন, ইলেকট্রনিক ডিভাইস ও নগদ টাকা উদ্ধার করা হয়। জেলা প্রশাসন ও পুলিশ বিভাগের যৌথ অভিযানে এসব ব্যক্তিকে বিভিন্ন পরীক্ষা কেন্দ্রের সামনে থেকে আটক করা হয়। পরীক্ষা শেষে সংশ্লিষ্ট কেন্দ্রগুলোর দায়িত্বপ্রাপ্ত কর্মকর্তারা জানান, শান্তিপূর্ণ পরিবেশে পরীক্ষা অনুষ্ঠিত হয়েছে এবং অনিয়মের সঙ্গে জড়িতদের বিরুদ্ধে আইনানুগ ব্যবস্থা নেওয়া হবে। পঞ্চগড়, লালমনিরহাট, ঠাকুরগাঁও, দিনাজপুর, শেরপুর, সৈয়দপুর ও গাইবান্ধা জেলার বিভিন্ন কেন্দ্রে একই ধরনের ঘটনায় মোট ২৬ জনকে আটক করা হয়েছে। প্রাথমিক শিক্ষা অধিদপ্তর জানিয়েছে, তৃতীয় ধাপের সহকারী শিক্ষক নিয়োগ পরীক্ষায় সারাদেশে লক্ষাধিক প্রার্থী অংশ নেন। কোনো কেন্দ্রে অসদুপায় অবলম্বনের প্রমাণ পাওয়া গেলে সংশ্লিষ্ট প্রার্থীর পরীক্ষা বাতিল করা হবে। পরীক্ষার আগের রাতে ও সকালে প্রশ্নের বিভিন্ন স্থান থেকে ১৯ জনকে গ্রেফতার করা হয়। গ্রেফতারকৃতদের মধ্যে ৬ জন প্রশ্নপত্র ফাঁস চক্রের সদস্য এবং ১৩ জন পরীক্ষার্থী। তারা একটি সংঘবদ্ধ চক্রের মাধ্যমে পরীক্ষার আগে প্রশ্ন ও উত্তর সংগ্রহ করে অর্থের বিনিময়ে সরবরাহ করছিল বলে পুলিশ জানিয়েছে। আটককৃতদের কাছ থেকে মোবাইল ফোন, ইলেকট্রনিক ডিভাইস ও নগদ টাকা উদ্ধার করা হয়। জেলা প্রশাসন ও পুলিশ বিভাগের যৌথ অভিযানে এসব ব্যক্তিকে বিভিন্ন পরীক্ষা কেন্দ্রের সামনে থেকে আটক করা হয়। পরীক্ষা শেষে সংশ্লিষ্ট কেন্দ্রগুলোর দায়িত্বপ্রাপ্ত কর্মকর্তারা জানান, শান্তিপূর্ণ পরিবেশে পরীক্ষা অনুষ্ঠিত হয়েছে এবং অনিয়মের সঙ্গে জড়িতদের বিরুদ্ধে আইনানুগ ব্যবস্থা নেওয়া হবে। পঞ্চগড়, লালমনিরহাট, ঠাকুরগাঁও, দিনাজপুর, শেরপুর, সৈয়দপুর ও গাইবান্ধা জেলার বিভিন্ন কেন্দ্রে একই ধরনের ঘটনায় মোট ২৬ জনকে আটক করা হয়েছে। প্রাথমিক শিক্ষা অধিদপ্তর জানিয়েছে, তৃতীয় ধাপের সহকারী শিক্ষক নিয়োগ পরীক্ষায় সারাদেশে লক্ষাধিক প্রার্থী অংশ নেন। কোনো কেন্দ্রে অসদুপায় অবলম্বনের প্রমাণ পাওয়া গেলে সংশ্লিষ্ট প্রার্থীর পরীক্ষা বাতিল করা হবে। — [40, 239, 380, 684]
article-anyhow — [402, 1987, 580, 2402]
divider — [963, 567, 1143, 568]
continued-label: (প্রথম পাতার পর) — [738, 1393, 805, 1404]
headline: প্রার্থিতা ফিরে পেতে ৪৫১ আপিল — [1096, 1710, 1345, 1732]
continued-label: (প্রথম পাতার পর) — [176, 223, 244, 234]
weekday: শনিবার — [1226, 116, 1280, 137]
article-empty-leadership — [595, 1896, 948, 2402]
article-plane-seat — [595, 1058, 948, 1356]
logo-name: করতোয়া — [1358, 113, 1478, 154]
headline: শূন্য নেতৃত্ব দিয়ে আর — [692, 1899, 850, 1921]
article-body: ১৯৭১ সালের এই দিনে মুক্তিযোদ্ধারা দেশের বিভিন্ন অঞ্চল হানাদারমুক্ত করেন। মিত্রবাহিনীর সহায়তায় একের পর এক এলাকায় পাকিস্তানি সেনারা পরাজিত হতে থাকে। মুক্তাঞ্চলে উড়তে থাকে স্বাধীন বাংলার পতাকা। বিজয়ের মাসে দেশজুড়ে নানা কর্মসূচির মাধ্যমে মুক্তিযুদ্ধের শহীদদের স্মরণ করা হচ্ছে। ১৯৭১ সালের এই দিনে মুক্তিযোদ্ধারা দেশের বিভিন্ন অঞ্চল হানাদারমুক্ত করেন। মিত্রবাহিনীর সহায়তায় একের পর এক এলাকায় পাকিস্তানি সেনারা পরাজিত হতে থাকে। মুক্তাঞ্চলে উড়তে থাকে স্বাধীন বাংলার পতাকা। বিজয়ের মাসে দেশজুড়ে নানা কর্মসূচির মাধ্যমে মুক্তিযুদ্ধের শহীদদের স্মরণ করা হচ্ছে। — [1164, 1034, 1472, 1134]
article-income-down — [595, 195, 948, 695]
continued-label: (প্রথম পাতার পর) — [1020, 892, 1086, 904]
